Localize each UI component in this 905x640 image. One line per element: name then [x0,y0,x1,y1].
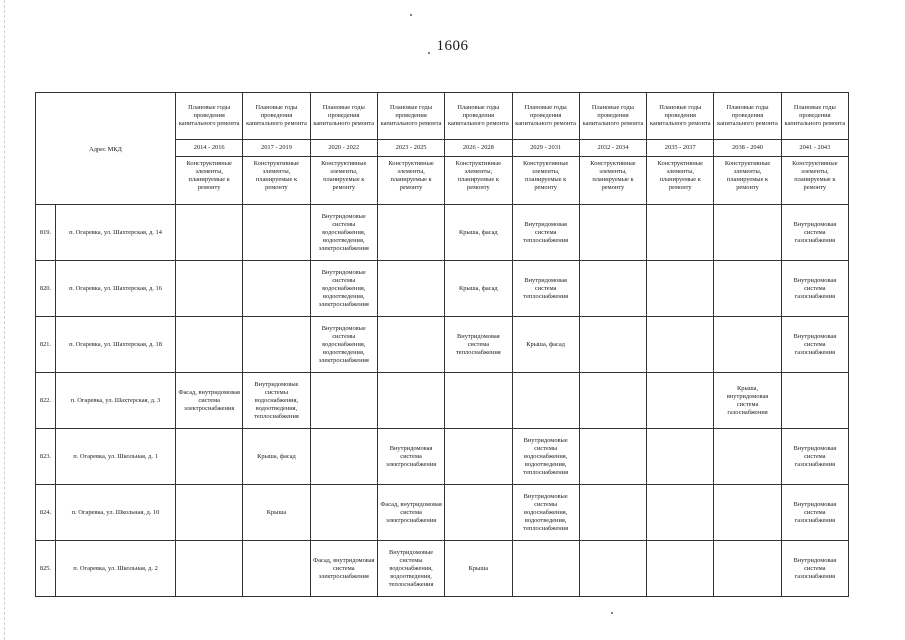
repair-elements-cell: Внутридомовые системы водоснабжения, водоотведения, электроснабжения [310,205,377,261]
repair-elements-cell: Крыша, фасад [512,317,579,373]
repair-elements-cell [714,541,781,597]
repair-elements-cell: Внутридомовые системы водоснабжения, водоотведения, теплоснабжения [243,373,310,429]
repair-elements-cell: Внутридомовая система газоснабжения [781,317,848,373]
period-range-cell: 2014 - 2016 [176,140,243,157]
address-header-cell [36,93,176,205]
repair-elements-cell: Крыша, внутридомовая система газоснабжения [714,373,781,429]
scan-speck [611,612,613,614]
table-row [36,429,849,485]
table-row [36,261,849,317]
repair-elements-cell [647,373,714,429]
repair-elements-cell [647,429,714,485]
repair-elements-cell [512,541,579,597]
header-row-years [36,93,849,140]
repair-elements-cell [377,317,444,373]
row-address: п. Огаревка, ул. Шахтерская, д. 3 [56,373,176,429]
period-elements-cell: Конструктивные элементы, планируемые к ремонту [243,157,310,205]
repair-elements-cell [310,485,377,541]
repair-elements-cell [176,485,243,541]
row-address: п. Огаревка, ул. Школьная, д. 10 [56,485,176,541]
repair-elements-cell: Крыша [243,485,310,541]
repair-elements-cell: Внутридомовые системы водоснабжения, водоотведения, электроснабжения [310,261,377,317]
row-address: п. Огаревка, ул. Школьная, д. 2 [56,541,176,597]
row-number: 821. [36,317,56,373]
period-title-cell: Плановые годы проведения капитального ремонта [512,93,579,140]
repair-elements-cell [176,429,243,485]
period-elements-cell: Конструктивные элементы, планируемые к ремонту [377,157,444,205]
repair-elements-cell [445,429,512,485]
repair-elements-cell [445,485,512,541]
row-number: 819. [36,205,56,261]
repair-elements-cell: Внутридомовая система газоснабжения [781,205,848,261]
row-number: 825. [36,541,56,597]
repair-elements-cell: Внутридомовые системы водоснабжения, водоотведения, теплоснабжения [512,429,579,485]
repair-elements-cell [647,317,714,373]
period-title-cell: Плановые годы проведения капитального ремонта [377,93,444,140]
repair-elements-cell [647,485,714,541]
period-elements-cell: Конструктивные элементы, планируемые к ремонту [512,157,579,205]
scan-edge-line [4,0,5,640]
repair-elements-cell: Внутридомовая система газоснабжения [781,261,848,317]
repair-elements-cell [579,261,646,317]
period-range-cell: 2038 - 2040 [714,140,781,157]
repair-elements-cell [579,373,646,429]
repair-elements-cell [579,205,646,261]
repair-elements-cell [176,205,243,261]
period-range-cell: 2017 - 2019 [243,140,310,157]
row-number: 824. [36,485,56,541]
table-row [36,205,849,261]
row-number: 820. [36,261,56,317]
row-number: 822. [36,373,56,429]
repair-elements-cell [714,261,781,317]
repair-elements-cell [714,485,781,541]
period-title-cell: Плановые годы проведения капитального ремонта [445,93,512,140]
table-row [36,373,849,429]
repair-elements-cell [579,485,646,541]
period-range-cell: 2032 - 2034 [579,140,646,157]
repair-elements-cell [781,373,848,429]
repair-elements-cell [310,429,377,485]
page-number: 1606 [436,38,469,54]
repair-elements-cell: Внутридомовые системы водоснабжения, водоотведения, теплоснабжения [512,485,579,541]
period-elements-cell: Конструктивные элементы, планируемые к ремонту [445,157,512,205]
repair-elements-cell [310,373,377,429]
row-address: п. Огаревка, ул. Шахтерская, д. 18 [56,317,176,373]
period-range-cell: 2023 - 2025 [377,140,444,157]
repair-elements-cell: Крыша, фасад [243,429,310,485]
repair-elements-cell [714,205,781,261]
repair-elements-cell [243,317,310,373]
repair-elements-cell: Внутридомовая система теплоснабжения [445,317,512,373]
repair-elements-cell [377,261,444,317]
period-elements-cell: Конструктивные элементы, планируемые к ремонту [310,157,377,205]
repair-elements-cell: Фасад, внутридомовая система электроснабжения [310,541,377,597]
repair-elements-cell: Внутридомовая система теплоснабжения [512,261,579,317]
row-address: п. Огаревка, ул. Шахтерская, д. 14 [56,205,176,261]
period-range-cell: 2035 - 2037 [647,140,714,157]
scan-speck [410,14,412,16]
row-address: п. Огаревка, ул. Школьная, д. 1 [56,429,176,485]
repair-elements-cell [176,261,243,317]
period-range-cell: 2020 - 2022 [310,140,377,157]
period-elements-cell: Конструктивные элементы, планируемые к ремонту [781,157,848,205]
table-row [36,541,849,597]
repair-elements-cell [243,205,310,261]
repair-elements-cell [579,429,646,485]
repair-elements-cell [714,429,781,485]
period-range-cell: 2026 - 2028 [445,140,512,157]
period-title-cell: Плановые годы проведения капитального ремонта [310,93,377,140]
period-title-cell: Плановые годы проведения капитального ремонта [647,93,714,140]
period-elements-cell: Конструктивные элементы, планируемые к ремонту [647,157,714,205]
repair-elements-cell: Внутридомовая система газоснабжения [781,429,848,485]
repair-elements-cell [714,317,781,373]
repair-elements-cell [377,205,444,261]
period-title-cell: Плановые годы проведения капитального ремонта [781,93,848,140]
period-range-cell: 2041 - 2043 [781,140,848,157]
address-header-label: Адрес МКД [89,146,122,153]
repair-elements-cell [647,261,714,317]
repair-elements-cell: Внутридомовая система газоснабжения [781,485,848,541]
repair-elements-cell: Крыша, фасад [445,261,512,317]
repair-elements-cell: Внутридомовая система электроснабжения [377,429,444,485]
repair-elements-cell: Внутридомовая система газоснабжения [781,541,848,597]
repair-elements-cell [176,317,243,373]
row-number: 823. [36,429,56,485]
period-title-cell: Плановые годы проведения капитального ремонта [243,93,310,140]
repair-elements-cell [512,373,579,429]
period-title-cell: Плановые годы проведения капитального ремонта [579,93,646,140]
repair-elements-cell: Крыша [445,541,512,597]
period-elements-cell: Конструктивные элементы, планируемые к ремонту [579,157,646,205]
repair-elements-cell [176,541,243,597]
repair-elements-cell: Фасад, внутридомовая система электроснабжения [176,373,243,429]
repair-elements-cell [243,541,310,597]
repair-elements-cell [647,541,714,597]
repair-elements-cell: Крыша, фасад [445,205,512,261]
repair-elements-cell: Фасад, внутридомовая система электроснабжения [377,485,444,541]
repair-elements-cell [243,261,310,317]
table-row [36,317,849,373]
period-title-cell: Плановые годы проведения капитального ремонта [714,93,781,140]
repair-schedule-table [35,92,849,597]
repair-elements-cell [579,541,646,597]
repair-elements-cell: Внутридомовая система теплоснабжения [512,205,579,261]
row-address: п. Огаревка, ул. Шахтерская, д. 16 [56,261,176,317]
repair-elements-cell: Внутридомовые системы водоснабжения, водоотведения, теплоснабжения [377,541,444,597]
repair-elements-cell [377,373,444,429]
period-range-cell: 2029 - 2031 [512,140,579,157]
repair-elements-cell [445,373,512,429]
period-title-cell: Плановые годы проведения капитального ремонта [176,93,243,140]
period-elements-cell: Конструктивные элементы, планируемые к ремонту [176,157,243,205]
period-elements-cell: Конструктивные элементы, планируемые к ремонту [714,157,781,205]
repair-elements-cell: Внутридомовые системы водоснабжения, водоотведения, электроснабжения [310,317,377,373]
repair-elements-cell [579,317,646,373]
repair-elements-cell [647,205,714,261]
table-row [36,485,849,541]
